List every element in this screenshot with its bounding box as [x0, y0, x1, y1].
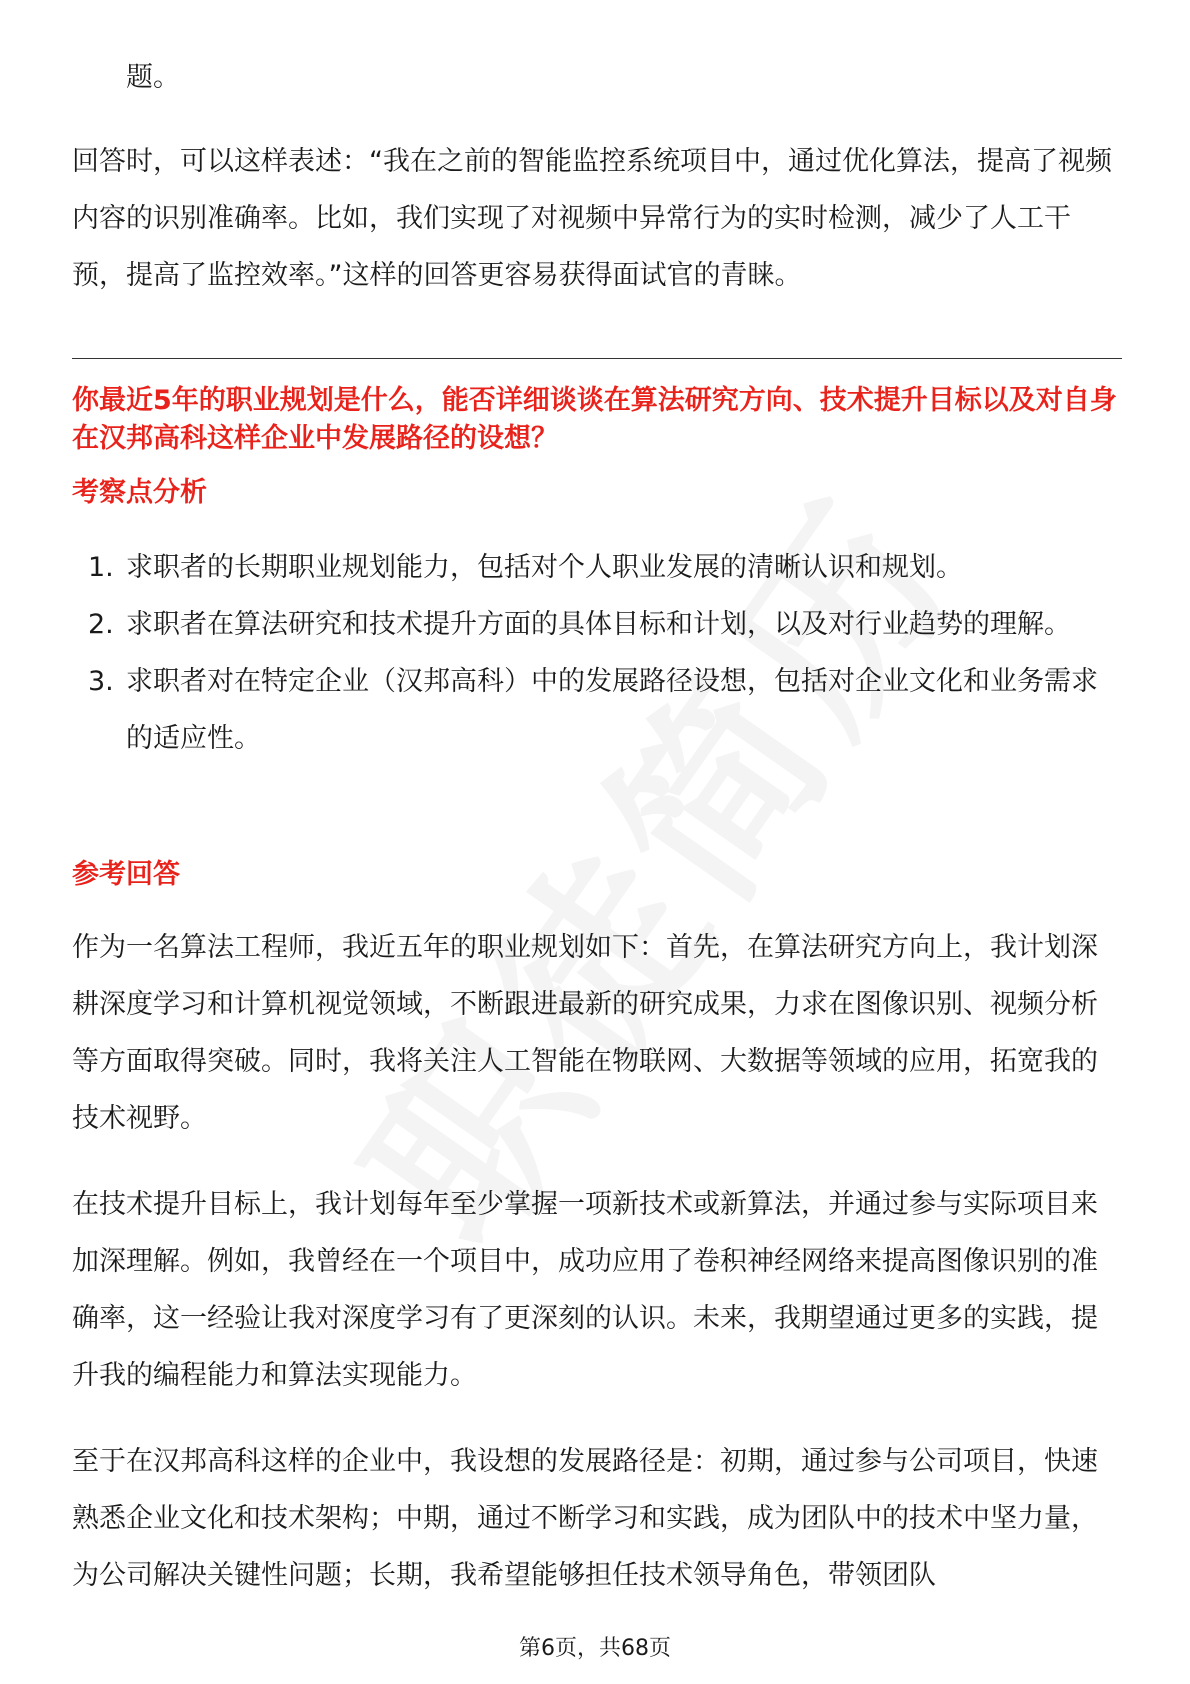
list-item-text: 求职者在算法研究和技术提升方面的具体目标和计划，以及对行业趋势的理解。 — [126, 609, 1071, 640]
question-title: 你最近5年的职业规划是什么，能否详细谈谈在算法研究方向、技术提升目标以及对自身在汉邦高科这样企业中发展路径的设想？ — [72, 385, 1117, 454]
answer-heading: 参考回答 — [72, 859, 180, 890]
list-item-number: 3. — [88, 666, 114, 697]
answer-paragraph: 至于在汉邦高科这样的企业中，我设想的发展路径是：初期，通过参与公司项目，快速熟悉企业文化和技术架构；中期，通过不断学习和实践，成为团队中的技术中坚力量，为公司解决关键性问题；长期，我希望能够担任技术领导角色，带领团队 — [72, 1446, 1098, 1591]
intro-paragraph: 回答时，可以这样表述：“我在之前的智能监控系统项目中，通过优化算法，提高了视频内容的识别准确率。比如，我们实现了对视频中异常行为的实时检测，减少了人工干预，提高了监控效率。”这样的回答更容易获得面试官的青睐。 — [72, 146, 1112, 291]
answer-paragraph: 在技术提升目标上，我计划每年至少掌握一项新技术或新算法，并通过参与实际项目来加深理解。例如，我曾经在一个项目中，成功应用了卷积神经网络来提高图像识别的准确率，这一经验让我对深度学习有了更深刻的认识。未来，我期望通过更多的实践，提升我的编程能力和算法实现能力。 — [72, 1189, 1098, 1391]
list-item-text: 求职者的长期职业规划能力，包括对个人职业发展的清晰认识和规划。 — [126, 552, 963, 583]
analysis-list — [72, 539, 1122, 767]
answer-paragraph: 作为一名算法工程师，我近五年的职业规划如下：首先，在算法研究方向上，我计划深耕深度学习和计算机视觉领域，不断跟进最新的研究成果，力求在图像识别、视频分析等方面取得突破。同时，我将关注人工智能在物联网、大数据等领域的应用，拓宽我的技术视野。 — [72, 932, 1098, 1134]
list-item — [72, 539, 1122, 596]
list-item — [72, 596, 1122, 653]
continuation-text: 题。 — [126, 62, 180, 93]
list-item — [72, 653, 1122, 767]
list-item-text: 求职者对在特定企业（汉邦高科）中的发展路径设想，包括对企业文化和业务需求的适应性。 — [126, 666, 1098, 754]
section-divider — [72, 358, 1122, 359]
list-item-number: 2. — [88, 609, 114, 640]
list-item-number: 1. — [88, 552, 114, 583]
analysis-heading: 考察点分析 — [72, 477, 207, 508]
page-footer: 第6页，共68页 — [519, 1636, 671, 1661]
